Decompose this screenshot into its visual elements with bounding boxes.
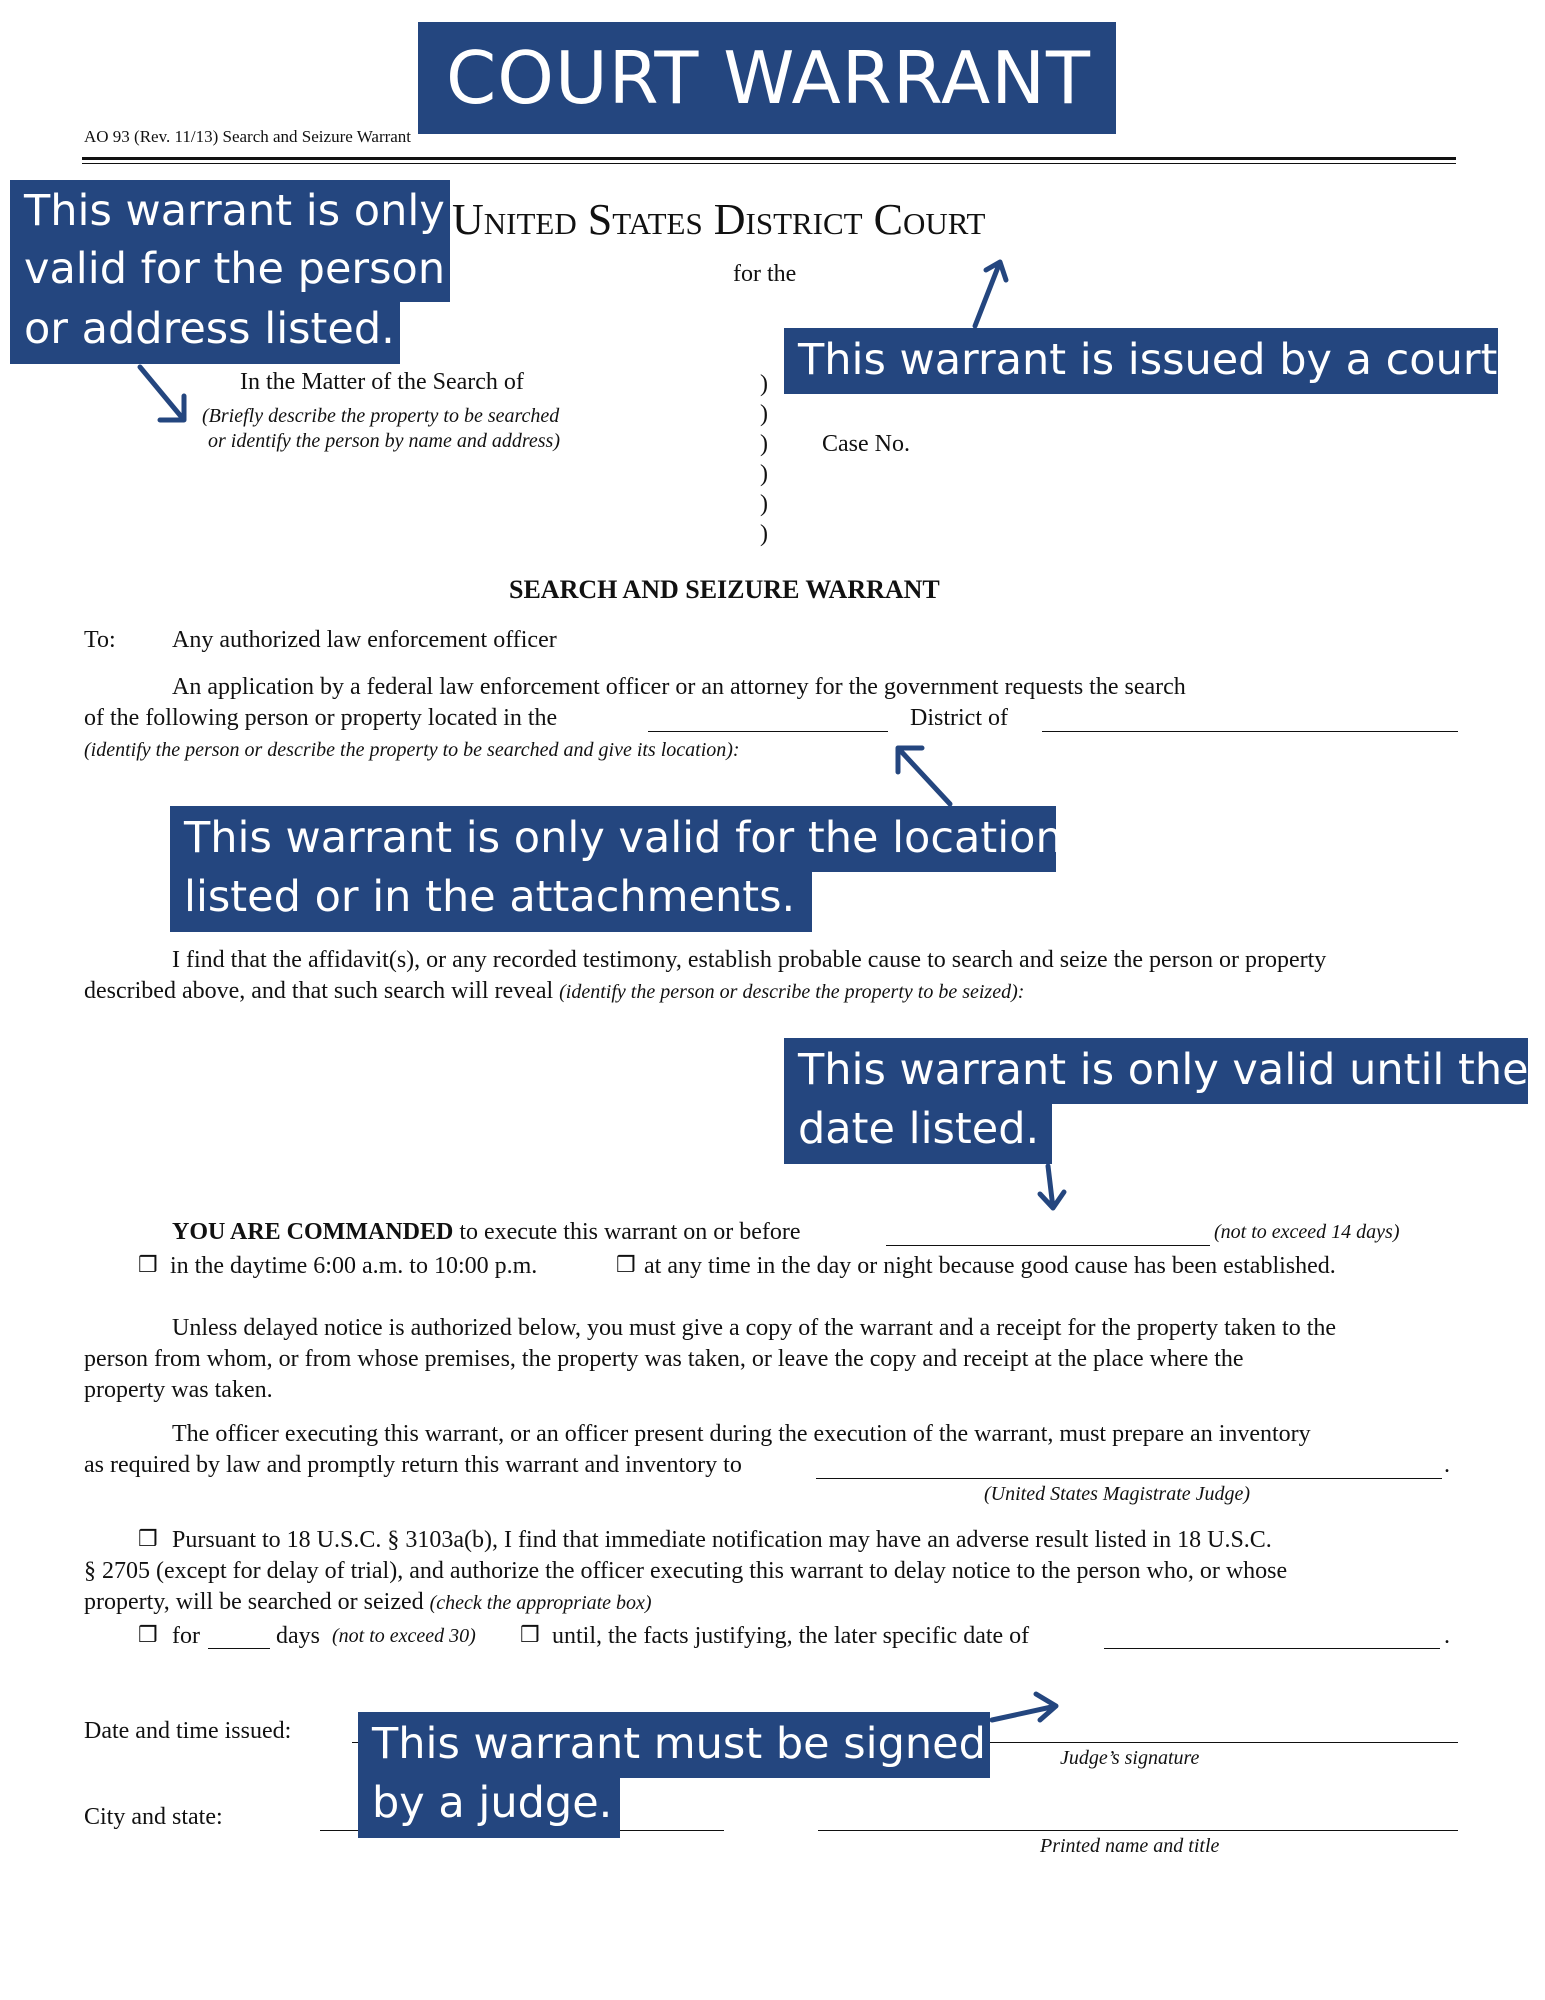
paren-5: ): [760, 491, 768, 517]
arrow-date: [1040, 1166, 1064, 1208]
until-checkbox[interactable]: ❒: [520, 1622, 540, 1647]
arrow-location: [898, 748, 950, 804]
notice-line-3: property was taken.: [84, 1377, 273, 1403]
commanded-rest: to execute this warrant on or before: [453, 1219, 801, 1245]
application-line-2: of the following person or property located in the: [84, 705, 558, 731]
arrow-judge: [992, 1694, 1056, 1720]
warrant-title: SEARCH AND SEIZURE WARRANT: [509, 575, 940, 604]
district-of-label: District of: [910, 705, 1008, 731]
anytime-checkbox[interactable]: ❒: [616, 1252, 636, 1277]
form-id: AO 93 (Rev. 11/13) Search and Seizure Warrant: [84, 127, 412, 146]
until-period: .: [1444, 1623, 1450, 1649]
arrow-person: [140, 367, 184, 420]
matter-hint-2: or identify the person by name and address): [208, 430, 560, 452]
pursuant-line-2: § 2705 (except for delay of trial), and authorize the officer executing this warrant to delay notice to the person who, or whose: [84, 1558, 1288, 1584]
callout-date-line-2: date listed.: [784, 1102, 1052, 1164]
callout-person-line-1: This warrant is only: [10, 180, 450, 242]
affidavit-hint: (identify the person or describe the property to be seized):: [559, 981, 1025, 1003]
callout-person-line-2: valid for the person: [10, 240, 450, 302]
notice-line-1: Unless delayed notice is authorized below, you must give a copy of the warrant and a receipt for the property taken to the: [172, 1315, 1337, 1341]
to-value: Any authorized law enforcement officer: [172, 627, 557, 653]
affidavit-line-1: I find that the affidavit(s), or any recorded testimony, establish probable cause to search and seize the person or property: [172, 947, 1327, 973]
application-line-1: An application by a federal law enforcement officer or an attorney for the government requests the search: [172, 674, 1186, 700]
printed-name-label: Printed name and title: [1040, 1835, 1220, 1857]
callout-judge-line-2: by a judge.: [358, 1776, 620, 1838]
callout-date-line-1: This warrant is only valid until the: [784, 1038, 1528, 1104]
paren-1: ): [760, 371, 768, 397]
anytime-option-label: at any time in the day or night because good cause has been established.: [644, 1253, 1336, 1279]
paren-4: ): [760, 461, 768, 487]
callout-court: This warrant is issued by a court.: [784, 328, 1498, 394]
for-word: for: [172, 1623, 200, 1649]
daytime-option-label: in the daytime 6:00 a.m. to 10:00 p.m.: [170, 1253, 538, 1279]
paren-2: ): [760, 401, 768, 427]
callout-location-line-1: This warrant is only valid for the location: [170, 806, 1056, 872]
matter-heading: In the Matter of the Search of: [240, 369, 524, 395]
date-issued-label: Date and time issued:: [84, 1718, 292, 1744]
officer-line-2: as required by law and promptly return this warrant and inventory to: [84, 1452, 742, 1478]
days-word: days: [276, 1623, 320, 1649]
pursuant-line-1: Pursuant to 18 U.S.C. § 3103a(b), I find that immediate notification may have an adverse result listed in 18 U.S.C.: [172, 1527, 1272, 1553]
court-title: United States District Court: [452, 195, 986, 244]
pursuant-line-3-text: property, will be searched or seized: [84, 1589, 424, 1615]
magistrate-label: (United States Magistrate Judge): [984, 1483, 1251, 1505]
officer-line-1: The officer executing this warrant, or an officer present during the execution of the warrant, must prepare an inventory: [172, 1421, 1311, 1447]
callout-person-line-3: or address listed.: [10, 300, 400, 364]
arrow-court: [975, 262, 1006, 326]
judge-signature-label: Judge’s signature: [1060, 1747, 1200, 1769]
callout-judge-line-1: This warrant must be signed: [358, 1712, 990, 1778]
case-no-label: Case No.: [822, 431, 910, 457]
application-hint: (identify the person or describe the property to be searched and give its location):: [84, 739, 740, 761]
city-state-label: City and state:: [84, 1804, 223, 1830]
pursuant-checkbox[interactable]: ❒: [138, 1526, 158, 1551]
to-label: To:: [84, 627, 116, 653]
for-the-label: for the: [733, 261, 797, 287]
not-exceed-14-hint: (not to exceed 14 days): [1214, 1221, 1400, 1243]
paren-6: ): [760, 521, 768, 547]
notice-line-2: person from whom, or from whose premises, the property was taken, or leave the copy and receipt at the place where the: [84, 1346, 1244, 1372]
affidavit-line-2-text: described above, and that such search will reveal: [84, 978, 554, 1004]
pursuant-hint: (check the appropriate box): [429, 1592, 652, 1614]
matter-hint-1: (Briefly describe the property to be searched: [202, 405, 560, 427]
paren-3: ): [760, 431, 768, 457]
banner-title: COURT WARRANT: [418, 22, 1116, 134]
return-period: .: [1444, 1452, 1450, 1478]
for-days-checkbox[interactable]: ❒: [138, 1622, 158, 1647]
not-exceed-30-hint: (not to exceed 30): [332, 1625, 476, 1647]
commanded-bold: YOU ARE COMMANDED: [172, 1219, 454, 1245]
until-label: until, the facts justifying, the later specific date of: [552, 1623, 1030, 1649]
daytime-checkbox[interactable]: ❒: [138, 1252, 158, 1277]
callout-location-line-2: listed or in the attachments.: [170, 870, 812, 932]
